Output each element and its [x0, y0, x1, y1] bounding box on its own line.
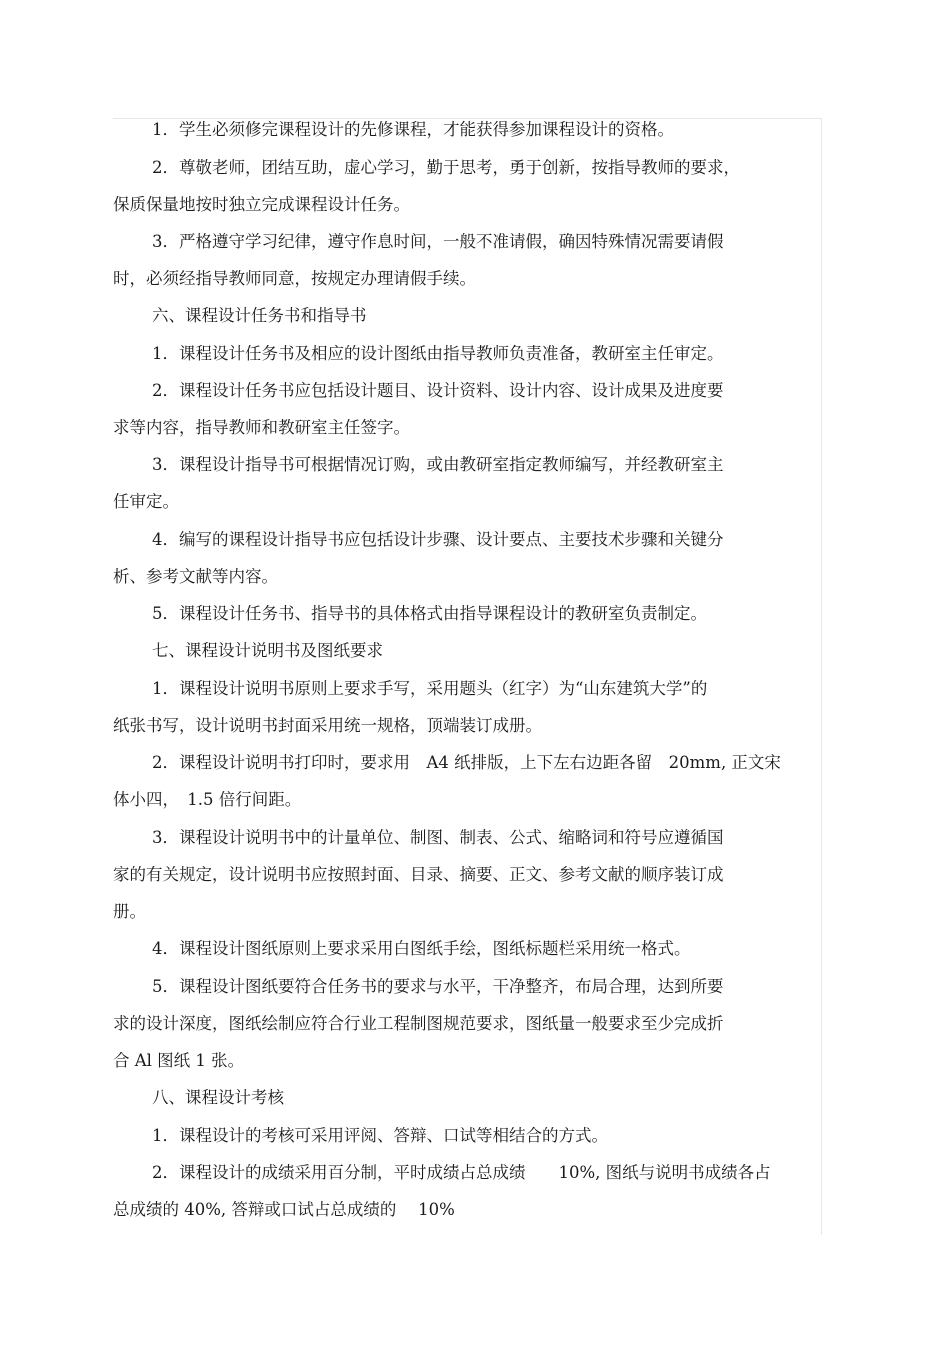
paragraph-6-3: 3．课程设计指导书可根据情况订购，或由教研室指定教师编写，并经教研室主 — [152, 455, 724, 474]
paragraph-8-2-cont: 总成绩的 40%, 答辩或口试占总成绩的 10% — [113, 1200, 455, 1219]
paragraph-rule-3-cont: 时，必须经指导教师同意，按规定办理请假手续。 — [113, 269, 476, 288]
paragraph-7-5-cont: 求的设计深度，图纸绘制应符合行业工程制图规范要求，图纸量一般要求至少完成折 — [113, 1014, 724, 1033]
paragraph-rule-2: 2．尊敬老师，团结互助，虚心学习，勤于思考，勇于创新，按指导教师的要求， — [152, 158, 740, 177]
section-heading-6: 六、课程设计任务书和指导书 — [152, 306, 367, 325]
page-frame-right — [821, 118, 822, 1235]
paragraph-8-1: 1．课程设计的考核可采用评阅、答辩、口试等相结合的方式。 — [152, 1126, 608, 1145]
page-frame-top — [113, 118, 821, 119]
paragraph-7-3-end: 册。 — [113, 902, 146, 921]
paragraph-7-4: 4．课程设计图纸原则上要求采用白图纸手绘，图纸标题栏采用统一格式。 — [152, 939, 691, 958]
paragraph-7-2-cont: 体小四， 1.5 倍行间距。 — [113, 790, 302, 809]
paragraph-7-3: 3．课程设计说明书中的计量单位、制图、制表、公式、缩略词和符号应遵循国 — [152, 828, 724, 847]
paragraph-7-1-cont: 纸张书写，设计说明书封面采用统一规格，顶端装订成册。 — [113, 716, 542, 735]
paragraph-7-3-cont: 家的有关规定，设计说明书应按照封面、目录、摘要、正文、参考文献的顺序装订成 — [113, 865, 724, 884]
paragraph-7-5: 5．课程设计图纸要符合任务书的要求与水平，干净整齐，布局合理，达到所要 — [152, 977, 724, 996]
paragraph-6-2: 2．课程设计任务书应包括设计题目、设计资料、设计内容、设计成果及进度要 — [152, 381, 724, 400]
paragraph-8-2: 2．课程设计的成绩采用百分制，平时成绩占总成绩 10%, 图纸与说明书成绩各占 — [152, 1163, 771, 1182]
paragraph-6-2-cont: 求等内容，指导教师和教研室主任签字。 — [113, 418, 410, 437]
paragraph-6-4-cont: 析、参考文献等内容。 — [113, 567, 278, 586]
paragraph-6-5: 5．课程设计任务书、指导书的具体格式由指导课程设计的教研室负责制定。 — [152, 604, 707, 623]
paragraph-rule-3: 3．严格遵守学习纪律，遵守作息时间，一般不准请假，确因特殊情况需要请假 — [152, 232, 724, 251]
paragraph-rule-2-cont: 保质保量地按时独立完成课程设计任务。 — [113, 195, 410, 214]
section-heading-8: 八、课程设计考核 — [152, 1088, 284, 1107]
section-heading-7: 七、课程设计说明书及图纸要求 — [152, 641, 383, 660]
paragraph-rule-1: 1．学生必须修完课程设计的先修课程，才能获得参加课程设计的资格。 — [152, 120, 674, 139]
paragraph-7-5-end: 合 Al 图纸 1 张。 — [113, 1051, 245, 1070]
paragraph-6-3-cont: 任审定。 — [113, 492, 179, 511]
paragraph-6-1: 1．课程设计任务书及相应的设计图纸由指导教师负责准备，教研室主任审定。 — [152, 344, 724, 363]
paragraph-7-1: 1．课程设计说明书原则上要求手写，采用题头（红字）为“山东建筑大学”的 — [152, 679, 708, 698]
paragraph-7-2: 2．课程设计说明书打印时，要求用 A4 纸排版，上下左右边距各留 20mm, 正文宋 — [152, 753, 781, 772]
paragraph-6-4: 4．编写的课程设计指导书应包括设计步骤、设计要点、主要技术步骤和关键分 — [152, 530, 724, 549]
